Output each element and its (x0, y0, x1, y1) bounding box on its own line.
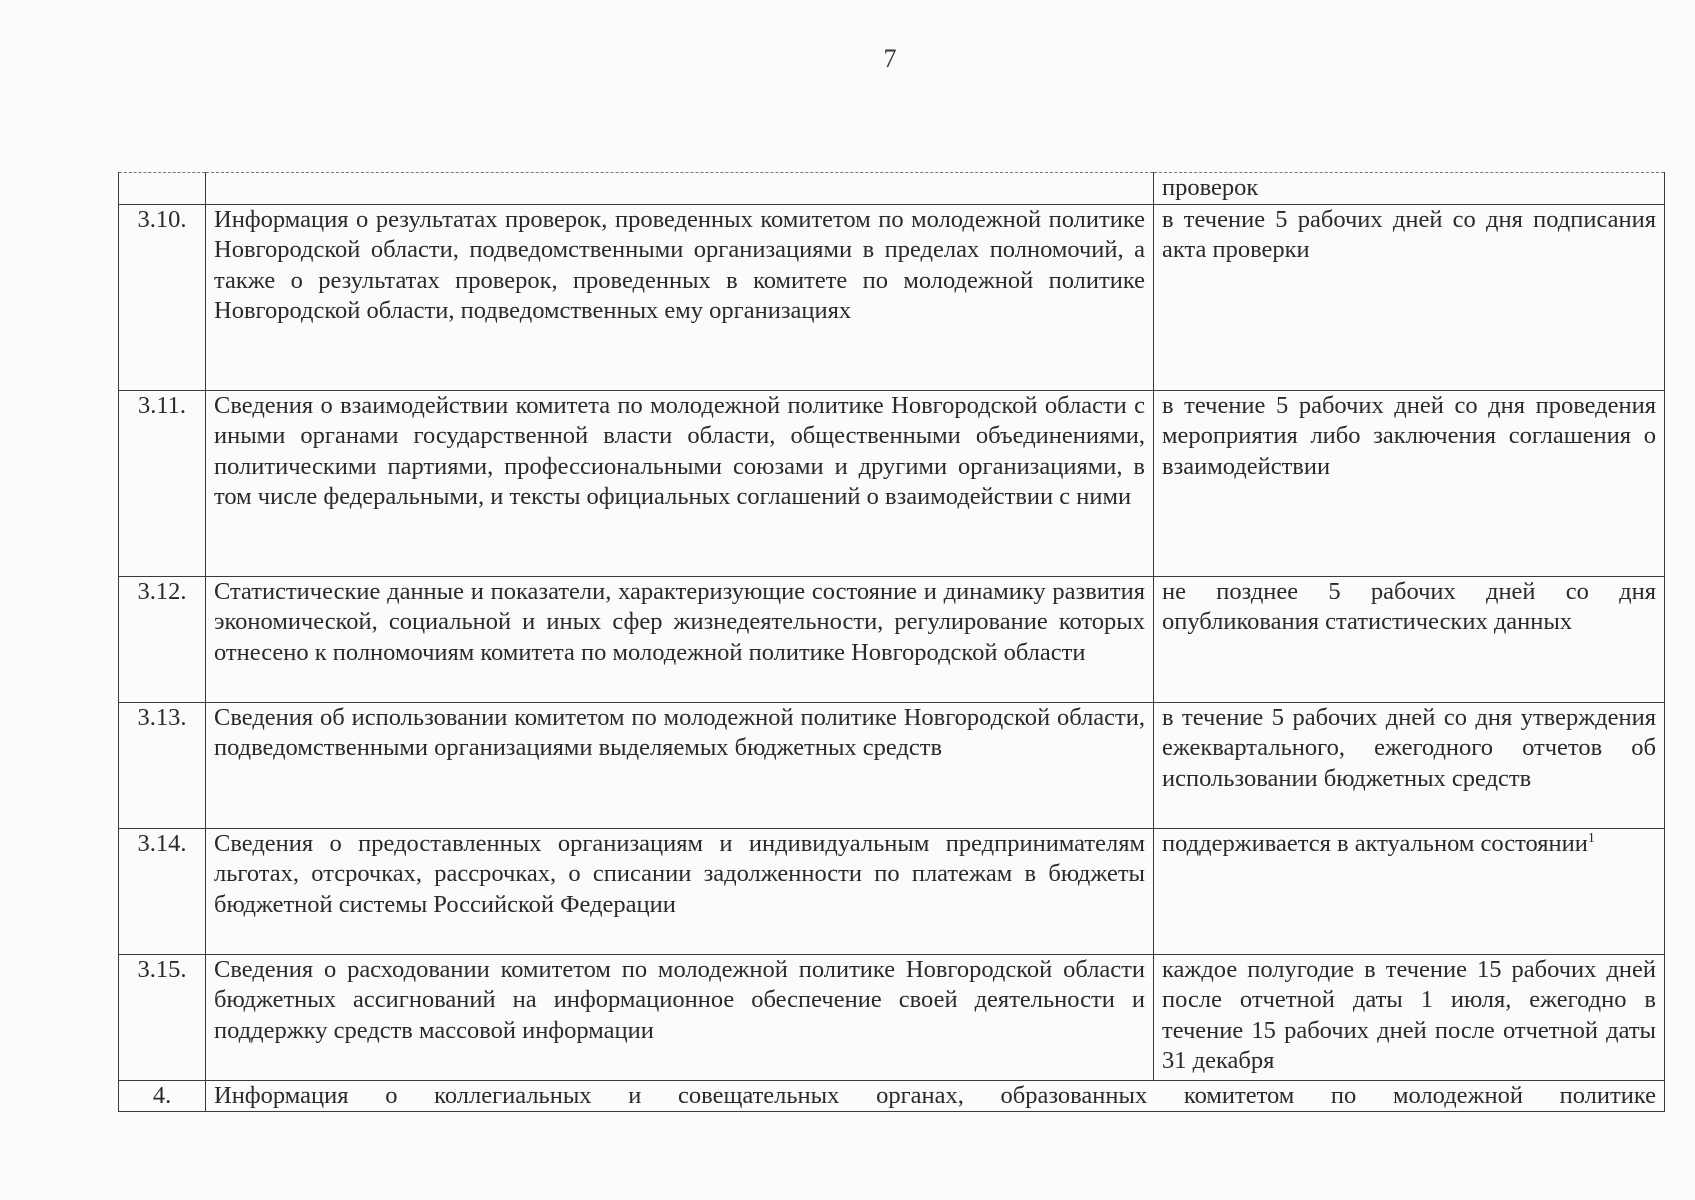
page-number: 7 (883, 44, 897, 73)
table-row-3-10 (119, 204, 1665, 390)
row-description: Статистические данные и показатели, характеризующие состояние и динамику развития экономической, социальной и иных сфер жизнедеятельности, регулирование которых отнесено к полномочиям комитета по молодежной политике Новгородской области (206, 576, 1154, 702)
footnote-marker: 1 (1587, 830, 1595, 846)
table-row-section-4 (119, 1080, 1665, 1112)
continuation-num-cell (119, 173, 206, 205)
row-description: Сведения об использовании комитетом по молодежной политике Новгородской области, подведомственными организациями выделяемых бюджетных средств (206, 702, 1154, 828)
row-number: 3.10. (119, 204, 206, 390)
row-deadline-cell (1154, 828, 1665, 954)
table-row-3-11 (119, 390, 1665, 576)
row-number: 3.14. (119, 828, 206, 954)
table-row-3-15 (119, 954, 1665, 1080)
section-heading: Информация о коллегиальных и совещательных органах, образованных комитетом по молодежной политике (206, 1080, 1665, 1112)
disclosure-table (118, 172, 1665, 1112)
table-row-continuation (119, 173, 1665, 205)
row-deadline: в течение 5 рабочих дней со дня утверждения ежеквартального, ежегодного отчетов об использовании бюджетных средств (1154, 702, 1665, 828)
row-number: 3.12. (119, 576, 206, 702)
continuation-term-cell: проверок (1154, 173, 1665, 205)
section-number: 4. (119, 1080, 206, 1112)
row-number: 3.13. (119, 702, 206, 828)
row-deadline: каждое полугодие в течение 15 рабочих дней после отчетной даты 1 июля, ежегодно в течение 15 рабочих дней после отчетной даты 31 декабря (1154, 954, 1665, 1080)
row-deadline: в течение 5 рабочих дней со дня проведения мероприятия либо заключения соглашения о взаимодействии (1154, 390, 1665, 576)
row-description: Сведения о предоставленных организациям и индивидуальным предпринимателям льготах, отсрочках, рассрочках, о списании задолженности по платежам в бюджеты бюджетной системы Российской Федерации (206, 828, 1154, 954)
row-number: 3.11. (119, 390, 206, 576)
row-number: 3.15. (119, 954, 206, 1080)
row-description: Сведения о взаимодействии комитета по молодежной политике Новгородской области с иными органами государственной власти области, общественными объединениями, политическими партиями, профессиональными союзами и другими организациями, в том числе федеральными, и тексты официальных соглашений о взаимодействии с ними (206, 390, 1154, 576)
row-description: Информация о результатах проверок, проведенных комитетом по молодежной политике Новгородской области, подведомственными организациями в пределах полномочий, а также о результатах проверок, проведенных в комитете по молодежной политике Новгородской области, подведомственных ему организациях (206, 204, 1154, 390)
table-row-3-12 (119, 576, 1665, 702)
row-description: Сведения о расходовании комитетом по молодежной политике Новгородской области бюджетных ассигнований на информационное обеспечение своей деятельности и поддержку средств массовой информации (206, 954, 1154, 1080)
continuation-desc-cell (206, 173, 1154, 205)
row-deadline: не позднее 5 рабочих дней со дня опубликования статистических данных (1154, 576, 1665, 702)
table-row-3-14 (119, 828, 1665, 954)
row-deadline: поддерживается в актуальном состоянии (1162, 829, 1588, 857)
table-row-3-13 (119, 702, 1665, 828)
row-deadline: в течение 5 рабочих дней со дня подписания акта проверки (1154, 204, 1665, 390)
